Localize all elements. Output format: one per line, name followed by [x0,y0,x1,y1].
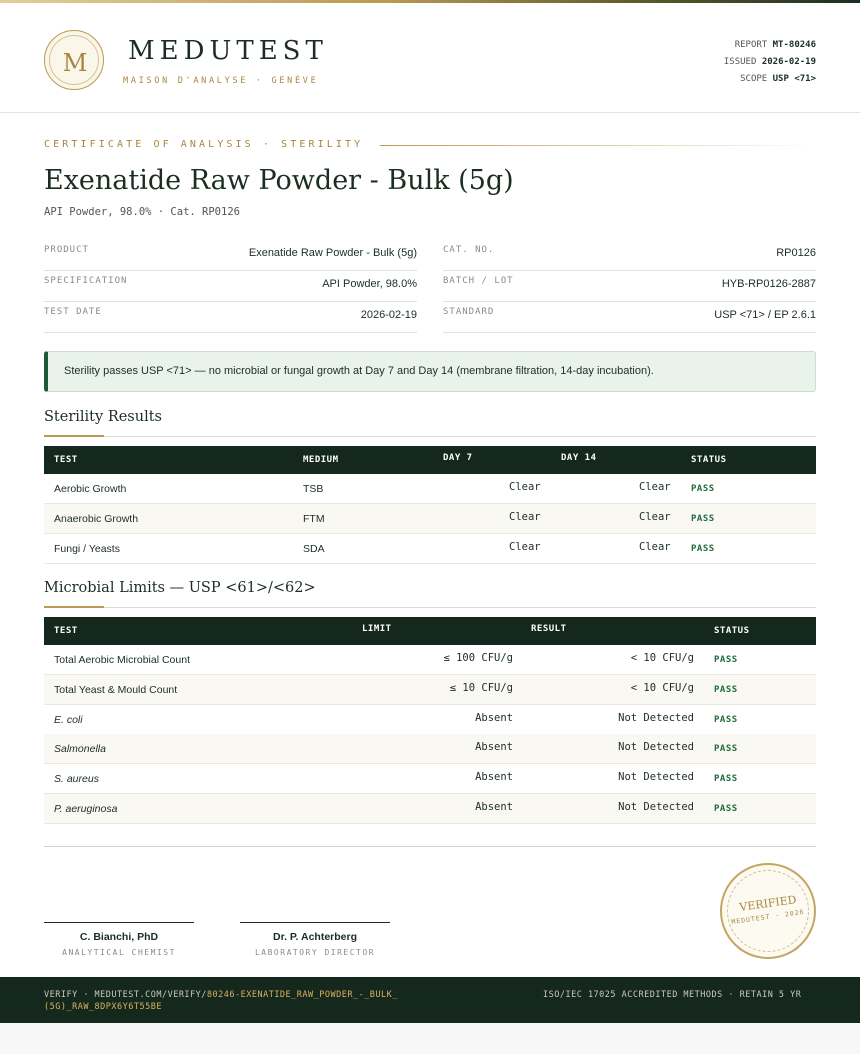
section-accent [44,435,104,437]
product-subtitle: API Powder, 98.0% · Cat. RP0126 [44,206,240,218]
detail-label: PRODUCT [44,245,89,255]
status-badge: PASS [714,774,738,784]
report-header [0,3,860,113]
detail-value: Exenatide Raw Powder - Bulk (5g) [248,247,417,259]
detail-value: 2026-02-19 [360,309,417,321]
stamp-subtext: MEDUTEST · 2026 [730,907,806,927]
certificate-kicker: CERTIFICATE OF ANALYSIS · STERILITY [44,139,364,150]
logo-letter: M [62,49,88,77]
report-meta [724,37,816,88]
status-badge: PASS [714,744,738,754]
signatory-name: Dr. P. Achterberg [272,931,358,943]
status-badge: PASS [714,685,738,695]
detail-label: SPECIFICATION [44,276,128,286]
verify-link[interactable]: VERIFY · MEDUTEST.COM/VERIFY/80246-EXENATIDE_RAW_POWDER_-_BULK_(5G)_RAW_8DPX6Y6T55BE [44,990,398,1012]
detail-label: STANDARD [443,307,495,317]
column-header: STATUS [691,455,727,465]
stamp-word: VERIFIED [738,893,798,914]
brand-subtitle: MAISON D'ANALYSE · GENÈVE [123,76,319,86]
column-header: TEST [54,455,78,465]
sterility-table-header [44,446,816,474]
table-row: Aerobic Growth TSB Clear Clear PASS [44,474,816,504]
column-header: DAY 7 [443,453,473,463]
column-header: STATUS [714,626,750,636]
status-badge: PASS [691,514,715,524]
microbial-section-title: Microbial Limits — USP <61>/<62> [44,580,316,596]
signature-line [44,922,194,923]
detail-value: API Powder, 98.0% [322,278,417,290]
column-header: LIMIT [362,624,392,634]
detail-label: BATCH / LOT [443,276,514,286]
table-row: Salmonella Absent Not Detected PASS [44,734,816,764]
signatory-role: ANALYTICAL CHEMIST [62,948,176,957]
sterility-section-title: Sterility Results [44,409,162,425]
detail-row-standard [443,302,816,333]
verified-stamp [720,863,816,959]
banner-text: Sterility passes USP <71> — no microbial or fungal growth at Day 7 and Day 14 (membrane filtration, 14-day incubation). [64,365,654,377]
table-row: Total Yeast & Mould Count ≤ 10 CFU/g < 10 CFU/g PASS [44,675,816,705]
table-row: S. aureus Absent Not Detected PASS [44,764,816,794]
report-meta-row: REPORT MT-80246 [734,40,816,50]
microbial-table-header [44,617,816,645]
signatory-name: C. Bianchi, PhD [79,931,159,943]
status-badge: PASS [691,544,715,554]
table-row: P. aeruginosa Absent Not Detected PASS [44,794,816,824]
report-meta-row: SCOPE USP <71> [740,74,816,84]
detail-row-product [44,240,417,271]
section-accent [44,606,104,608]
detail-row-cat-no [443,240,816,271]
table-row: Total Aerobic Microbial Count ≤ 100 CFU/g < 10 CFU/g PASS [44,645,816,675]
status-badge: PASS [714,804,738,814]
column-header: MEDIUM [303,455,339,465]
detail-label: TEST DATE [44,307,102,317]
column-header: DAY 14 [561,453,597,463]
table-row: Anaerobic Growth FTM Clear Clear PASS [44,504,816,534]
product-title: Exenatide Raw Powder - Bulk (5g) [44,165,514,196]
page-bottom-margin [0,1023,860,1054]
table-row: Fungi / Yeasts SDA Clear Clear PASS [44,534,816,564]
report-footer [0,977,860,1023]
brand-name: MEDUTEST [128,36,328,66]
section-divider [44,436,816,437]
column-header: TEST [54,626,78,636]
accreditation-note: ISO/IEC 17025 ACCREDITED METHODS · RETAIN 5 YR [543,990,802,1000]
table-row: E. coli Absent Not Detected PASS [44,705,816,735]
detail-row-specification [44,271,417,302]
detail-value: USP <71> / EP 2.6.1 [714,309,816,321]
status-badge: PASS [691,484,715,494]
verify-code: 80246-EXENATIDE_RAW_POWDER_-_BULK_(5G)_RAW_8DPX6Y6T55BE [44,990,398,1012]
detail-row-test-date [44,302,417,333]
kicker-divider [380,145,816,146]
signatory-role: LABORATORY DIRECTOR [254,948,375,957]
section-divider [44,607,816,608]
signature-line [240,922,390,923]
brand-logo [44,30,104,90]
detail-value: HYB-RP0126-2887 [721,278,816,290]
column-header: RESULT [531,624,567,634]
report-meta-row: ISSUED 2026-02-19 [723,57,816,67]
status-badge: PASS [714,715,738,725]
status-badge: PASS [714,655,738,665]
detail-row-batch-lot [443,271,816,302]
detail-label: CAT. NO. [443,245,495,255]
content-end-divider [44,846,816,847]
detail-value: RP0126 [776,247,816,259]
result-summary-banner [44,351,816,392]
